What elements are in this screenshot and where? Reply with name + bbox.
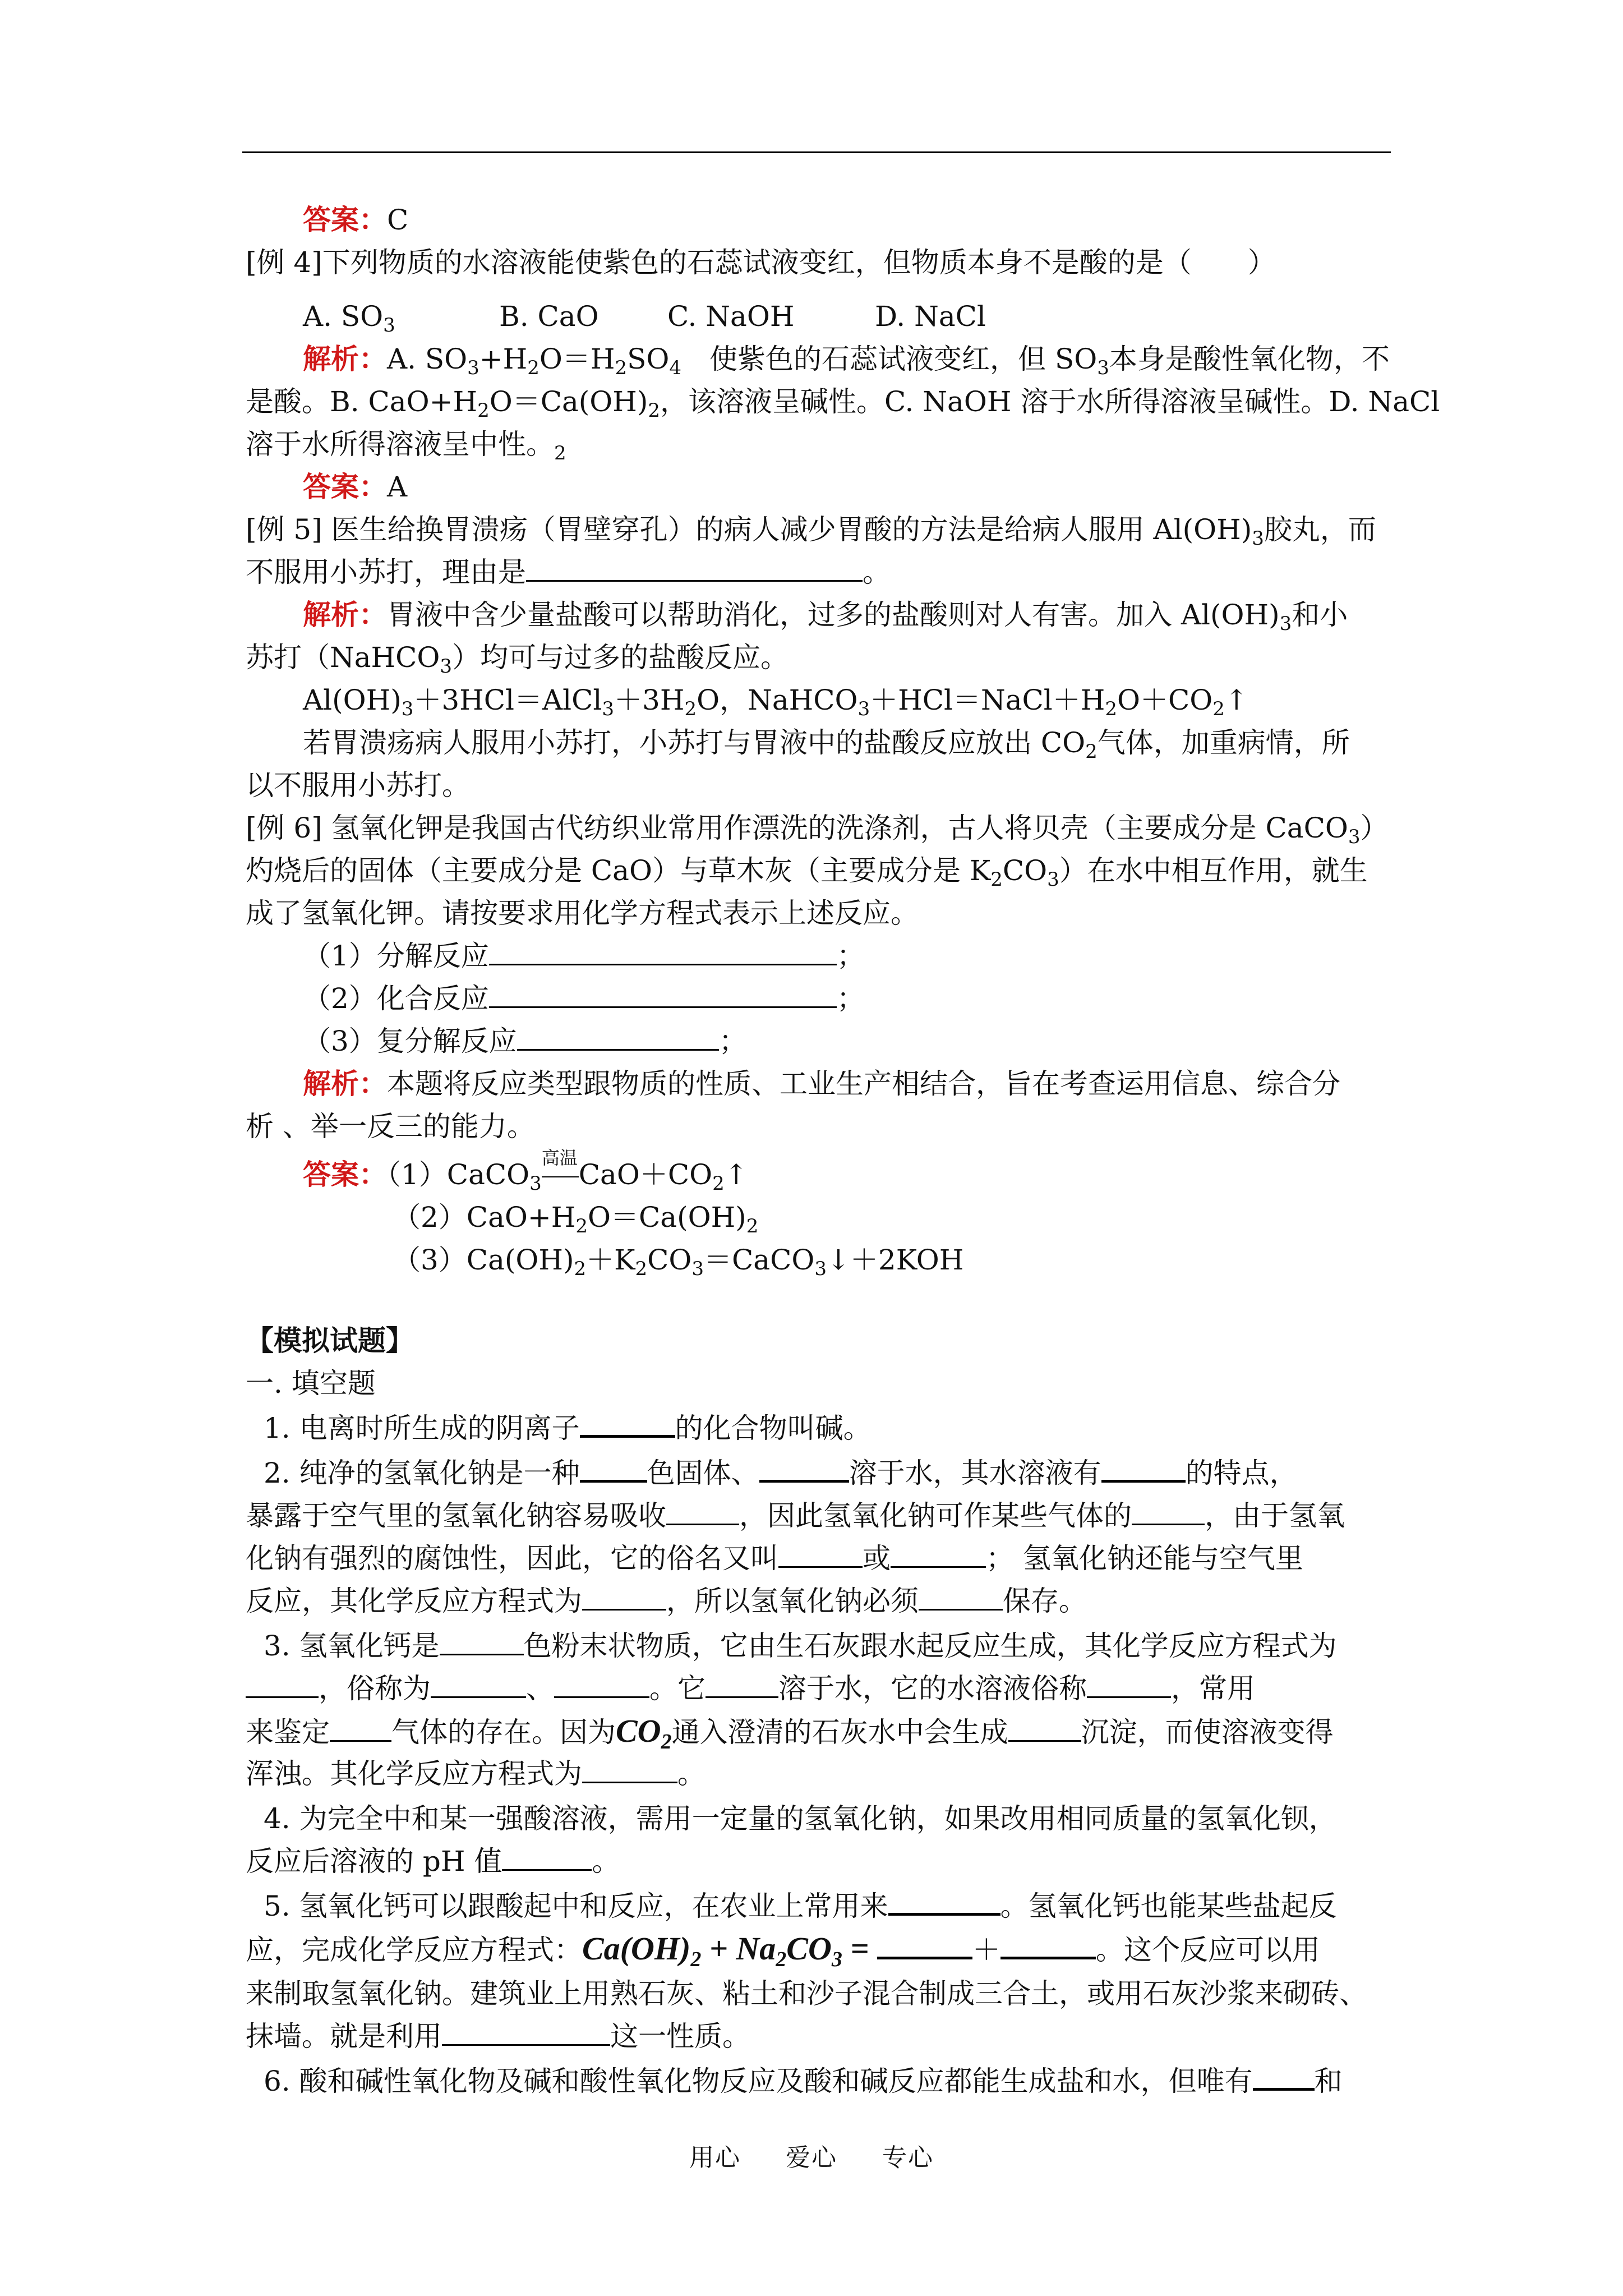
answer-blank[interactable] — [330, 1717, 391, 1742]
answer-blank[interactable] — [888, 1889, 1000, 1916]
answer-blank[interactable] — [1087, 1673, 1171, 1698]
question-1: 1. 电离时所生成的阴离子 的化合物叫碱。 — [264, 1412, 872, 1444]
question-4-line-1: 4. 为完全中和某一强酸溶液，需用一定量的氢氧化钠，如果改用相同质量的氢氧化钡， — [264, 1802, 1337, 1835]
analysis-line-1: 解析：A. $SO_3+H_2O=H_2SO_4$ 使紫色的石蕊试液变红，但 $SO_3$本身是酸性氧化物，不 — [303, 342, 1390, 379]
question-5-line-3: 来制取氢氧化钠。建筑业上用熟石灰、粘土和沙子混合制成三合土，或用石灰沙浆来砌砖、 — [246, 1977, 1367, 2010]
equation-line: $Al(OH)_3+3HCl=AlCl_3+3H_2O$，$NaHCO_3+HCl=NaCl+H_2O+CO_2↑$ — [303, 684, 1248, 720]
example-6-line-3: 成了氢氧化钾。请按要求用化学方程式表示上述反应。 — [246, 897, 919, 930]
question-6-line-1: 6. 酸和碱性氧化物及碱和酸性氧化物反应及酸和碱反应都能生成盐和水，但唯有 和 — [264, 2065, 1343, 2097]
footer-text-2: 爱心 — [786, 2143, 837, 2172]
question-2-line-2: 暴露于空气里的氢氧化钠容易吸收 ，因此氢氧化钠可作某些气体的 ，由于氢氧 — [246, 1499, 1345, 1532]
page-footer — [0, 2137, 1623, 2173]
question-4-line-2: 反应后溶液的 pH 值 。 — [246, 1845, 620, 1878]
footer-text-3: 专心 — [882, 2143, 934, 2172]
analysis-6-line-2: 析 、举一反三的能力。 — [246, 1110, 535, 1143]
answer-blank[interactable] — [526, 556, 863, 582]
question-5-line-2: 应，完成化学反应方程式：$Ca(OH)_2 + Na_2CO_3$ = ＋ 。这个反应可以用 — [246, 1930, 1320, 1971]
answer-line-1: 答案：C — [303, 203, 409, 236]
analysis-5-line-4: 以不服用小苏打。 — [246, 769, 470, 802]
answer-blank[interactable] — [1000, 1933, 1096, 1959]
answer-blank[interactable] — [489, 983, 837, 1008]
answer-blank[interactable] — [706, 1673, 778, 1698]
answer-blank[interactable] — [580, 1411, 675, 1438]
answer-blank[interactable] — [442, 2021, 610, 2046]
answer-blank[interactable] — [778, 1543, 863, 1568]
answer-blank[interactable] — [246, 1673, 319, 1698]
footer-text-1: 用心 — [689, 2143, 741, 2172]
answer-blank[interactable] — [891, 1543, 986, 1568]
question-3-line-1: 3. 氢氧化钙是 色粉末状物质，它由生石灰跟水起反应生成，其化学反应方程式为 — [264, 1630, 1337, 1662]
answer-line-2: 答案：A — [303, 470, 408, 503]
answer-6-line-1: 答案：（1）CaCO$_3$ 高温 $CaO+CO_2↑$ — [303, 1147, 748, 1195]
question-2-line-4: 反应，其化学反应方程式为 ，所以氢氧化钠必须 保存。 — [246, 1585, 1087, 1617]
question-2-line-1: 2. 纯净的氢氧化钠是一种 色固体、 溶于水，其水溶液有 的特点， — [264, 1457, 1298, 1489]
answer-blank[interactable] — [1008, 1717, 1081, 1742]
question-3-line-2: ，俗称为 、 。它 溶于水，它的水溶液俗称 ，常用 — [246, 1672, 1395, 1705]
answer-blank[interactable] — [919, 1585, 1003, 1611]
analysis-line-3: 溶于水所得溶液呈中性。$_2$ — [246, 428, 566, 464]
analysis-6-line-1: 解析：本题将反应类型跟物质的性质、工业生产相结合，旨在考查运用信息、综合分 — [303, 1067, 1340, 1100]
answer-blank[interactable] — [666, 1500, 739, 1525]
analysis-line-2: 是酸。B. $CaO+H_2O=Ca(OH)_2$，该溶液呈碱性。C. NaOH 溶于水所得溶液呈碱性。D. NaCl — [246, 385, 1440, 422]
answer-blank[interactable] — [1253, 2064, 1315, 2091]
example-4-options: A. $SO_3$ B. CaO C. NaOH D. NaCl — [303, 300, 986, 337]
answer-blank[interactable] — [1132, 1500, 1205, 1525]
example-5-line-1: [例 5] 医生给换胃溃疡（胃壁穿孔）的病人减少胃酸的方法是给病人服用 $Al(OH)_3$胶丸，而 — [246, 513, 1376, 550]
analysis-5-line-2: 苏打（NaHCO$_3$）均可与过多的盐酸反应。 — [246, 641, 789, 678]
co2-formula: $CO_2$ — [616, 1713, 672, 1754]
example-6-sub-1: （1）分解反应 ； — [303, 940, 865, 972]
question-5-line-4: 抹墙。就是利用 这一性质。 — [246, 2020, 750, 2053]
answer-blank[interactable] — [877, 1933, 972, 1959]
analysis-5-line-3: 若胃溃疡病人服用小苏打，小苏打与胃液中的盐酸反应放出 $CO_2$气体，加重病情，所 — [303, 726, 1350, 763]
answer-blank[interactable] — [431, 1673, 526, 1698]
answer-blank[interactable] — [759, 1456, 849, 1483]
answer-blank[interactable] — [502, 1846, 592, 1871]
header-rule — [242, 151, 1391, 153]
section-subtitle: 一. 填空题 — [246, 1367, 376, 1400]
question-2-line-3: 化钠有强烈的腐蚀性，因此，它的俗名又叫 或 ； 氢氧化钠还能与空气里 — [246, 1542, 1303, 1575]
answer-blank[interactable] — [517, 1025, 719, 1051]
answer-blank[interactable] — [489, 940, 837, 965]
reaction-formula: $Ca(OH)_2 + Na_2CO_3$ = — [582, 1930, 877, 1971]
answer-blank[interactable] — [582, 1758, 677, 1783]
answer-6-line-2: $(2)CaO+H_2O=Ca(OH)_2$ — [393, 1201, 759, 1237]
answer-blank[interactable] — [582, 1585, 666, 1611]
answer-label: 答案： — [303, 203, 387, 236]
example-5-line-2: 不服用小苏打，理由是 。 — [246, 556, 891, 588]
example-6-sub-3: （3）复分解反应 ； — [303, 1025, 747, 1057]
question-3-line-3: 来鉴定 气体的存在。因为$CO_2$通入澄清的石灰水中会生成 沉淀，而使溶液变得 — [246, 1713, 1334, 1754]
answer-blank[interactable] — [440, 1630, 524, 1655]
example-6-line-2: 灼烧后的固体（主要成分是 CaO）与草木灰（主要成分是 $K_2CO_3$）在水中相互作用，就生 — [246, 854, 1368, 891]
answer-blank[interactable] — [554, 1673, 649, 1698]
question-5-line-1: 5. 氢氧化钙可以跟酸起中和反应，在农业上常用来 。氢氧化钙也能某些盐起反 — [264, 1890, 1337, 1922]
example-4-question: [例 4]下列物质的水溶液能使紫色的石蕊试液变红，但物质本身不是酸的是（ ） — [246, 246, 1276, 279]
analysis-5-line-1: 解析：胃液中含少量盐酸可以帮助消化，过多的盐酸则对人有害。加入 $Al(OH)_3$和小 — [303, 598, 1348, 635]
example-6-line-1: [例 6] 氢氧化钾是我国古代纺织业常用作漂洗的洗涤剂，古人将贝壳（主要成分是 CaCO$_3$） — [246, 812, 1389, 848]
example-6-sub-2: （2）化合反应 ； — [303, 982, 865, 1015]
answer-blank[interactable] — [580, 1456, 647, 1483]
question-3-line-4: 浑浊。其化学反应方程式为 。 — [246, 1757, 706, 1790]
section-title: 【模拟试题】 — [246, 1324, 414, 1357]
answer-6-line-3: $(3)Ca(OH)_2+K_2CO_3=CaCO_3↓+2KOH$ — [393, 1244, 964, 1280]
answer-blank[interactable] — [1101, 1456, 1186, 1483]
